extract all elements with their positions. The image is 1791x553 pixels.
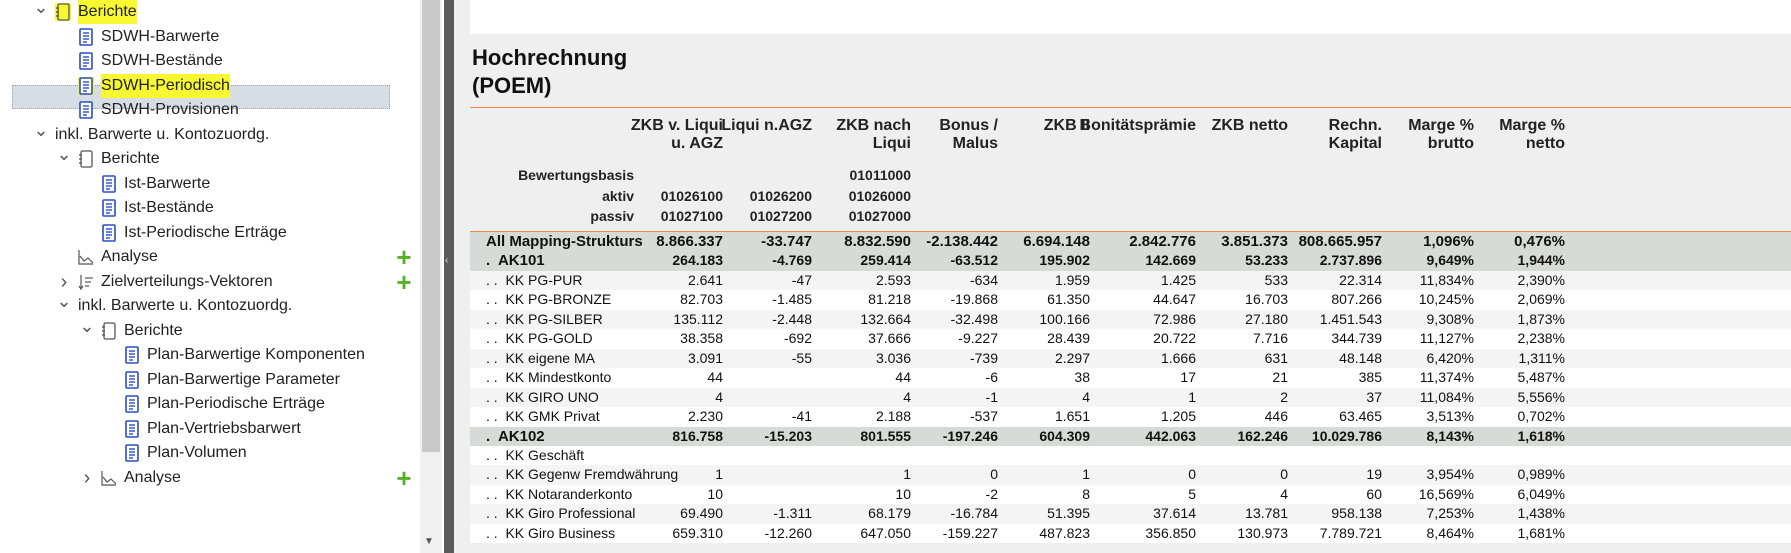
table-row[interactable] bbox=[470, 465, 1791, 485]
table-cell: 0,476% bbox=[1514, 233, 1565, 250]
aktiv-value: 01026200 bbox=[749, 188, 812, 204]
tree-item[interactable] bbox=[0, 270, 390, 294]
table-cell: 16.703 bbox=[1245, 291, 1288, 308]
tree-item-label: Analyse bbox=[101, 248, 158, 265]
table-cell: 4 bbox=[1280, 485, 1288, 502]
chevron-down-icon[interactable]: ⌄ bbox=[33, 119, 49, 140]
tree-item[interactable] bbox=[0, 196, 390, 220]
header-divider bbox=[470, 107, 1791, 108]
table-cell: -12.260 bbox=[764, 524, 812, 541]
table-cell: 958.138 bbox=[1331, 505, 1382, 522]
tree-item[interactable] bbox=[0, 315, 390, 343]
column-header-line: Malus bbox=[952, 135, 998, 152]
tree-item-label: SDWH-Bestände bbox=[101, 52, 223, 69]
table-cell: 0,989% bbox=[1517, 466, 1565, 483]
table-cell: 68.179 bbox=[868, 505, 911, 522]
bewertungsbasis-value: 01011000 bbox=[849, 167, 911, 183]
table-cell: 442.063 bbox=[1145, 427, 1196, 444]
column-header-line: Bonus / bbox=[939, 117, 998, 134]
tree-item-label: Berichte bbox=[78, 0, 137, 24]
tree-item-label: Analyse bbox=[124, 468, 181, 486]
report-icon bbox=[101, 224, 117, 242]
aktiv-value: 01026000 bbox=[848, 188, 911, 204]
report-view bbox=[454, 0, 1791, 553]
table-cell: -55 bbox=[791, 349, 812, 366]
table-cell: 647.050 bbox=[860, 524, 911, 541]
scroll-down-icon[interactable]: ▼ bbox=[424, 536, 434, 547]
table-cell: 659.310 bbox=[672, 524, 723, 541]
chevron-down-icon[interactable]: ⌄ bbox=[79, 315, 95, 336]
passiv-value: 01027000 bbox=[848, 208, 911, 224]
table-cell: 1,438% bbox=[1517, 505, 1565, 522]
table-row[interactable] bbox=[470, 232, 1791, 252]
chevron-down-icon[interactable]: ⌄ bbox=[56, 291, 72, 311]
column-header-line: Marge % bbox=[1499, 117, 1565, 134]
tree-item-label: Ist-Bestände bbox=[124, 199, 214, 216]
table-cell: 5 bbox=[1188, 485, 1196, 502]
table-cell: 4 bbox=[903, 388, 911, 405]
table-cell: 1 bbox=[903, 466, 911, 483]
passiv-value: 01027200 bbox=[749, 208, 812, 224]
table-cell: 100.166 bbox=[1039, 310, 1090, 327]
table-cell: 0 bbox=[990, 466, 998, 483]
report-icon bbox=[101, 199, 117, 217]
tree-item-label: inkl. Barwerte u. Kontozuordg. bbox=[78, 297, 293, 314]
report-icon bbox=[78, 52, 94, 70]
table-cell: 10 bbox=[707, 485, 723, 502]
table-cell: 7.789.721 bbox=[1319, 524, 1382, 541]
chevron-down-icon[interactable]: ⌄ bbox=[56, 144, 72, 164]
table-cell: 8.832.590 bbox=[844, 233, 911, 250]
table-cell: 27.180 bbox=[1245, 310, 1288, 327]
row-label: . . KK Giro Business bbox=[486, 524, 616, 541]
table-cell: 21 bbox=[1272, 369, 1288, 386]
table-cell: 81.218 bbox=[868, 291, 911, 308]
report-icon bbox=[78, 101, 94, 119]
tree-item-label: SDWH-Provisionen bbox=[101, 101, 239, 118]
notebook-icon bbox=[101, 322, 117, 340]
table-cell: 44 bbox=[707, 369, 723, 386]
table-cell: 4 bbox=[1082, 388, 1090, 405]
table-cell: 1.959 bbox=[1054, 271, 1090, 288]
table-cell: 385 bbox=[1358, 369, 1382, 386]
table-row[interactable] bbox=[470, 290, 1791, 310]
table-cell: 20.722 bbox=[1153, 330, 1196, 347]
table-cell: 11,084% bbox=[1419, 388, 1474, 405]
report-title-line1: Hochrechnung bbox=[472, 45, 628, 70]
report-icon bbox=[124, 346, 140, 364]
table-cell: 44.647 bbox=[1153, 291, 1196, 308]
table-cell: 0 bbox=[1280, 466, 1288, 483]
table-row[interactable] bbox=[470, 388, 1791, 408]
sort-icon bbox=[78, 273, 94, 291]
notebook-icon bbox=[55, 3, 71, 21]
tree-item[interactable] bbox=[0, 172, 390, 196]
table-row[interactable] bbox=[470, 485, 1791, 505]
table-cell: 1,944% bbox=[1517, 252, 1565, 269]
table-cell: 195.902 bbox=[1039, 252, 1090, 269]
table-cell: 6.694.148 bbox=[1023, 233, 1090, 250]
table-cell: 37.666 bbox=[868, 330, 911, 347]
table-cell: 8,464% bbox=[1426, 524, 1474, 541]
table-cell: -692 bbox=[783, 330, 812, 347]
table-cell: 2.641 bbox=[687, 271, 723, 288]
tree-item[interactable] bbox=[0, 144, 390, 171]
table-cell: 13.781 bbox=[1245, 505, 1288, 522]
table-cell: 17 bbox=[1180, 369, 1196, 386]
tree-item-label: Plan-Vertriebsbarwert bbox=[147, 419, 301, 437]
row-label: . . KK PG-SILBER bbox=[486, 310, 603, 327]
report-toolbar-area bbox=[470, 0, 1791, 34]
table-cell: 38.358 bbox=[680, 330, 723, 347]
add-icon[interactable]: + bbox=[396, 266, 412, 297]
table-row[interactable] bbox=[470, 407, 1791, 427]
table-row[interactable] bbox=[470, 446, 1791, 466]
tree-item[interactable] bbox=[0, 0, 390, 24]
table-cell: -63.512 bbox=[950, 252, 998, 269]
table-row[interactable] bbox=[470, 504, 1791, 524]
table-cell: 3,954% bbox=[1426, 466, 1474, 483]
tree-item-label: Zielverteilungs-Vektoren bbox=[101, 272, 273, 290]
table-cell: 11,374% bbox=[1419, 369, 1474, 386]
row-label: . . KK PG-GOLD bbox=[486, 330, 593, 347]
table-cell: -19.868 bbox=[950, 291, 998, 308]
table-cell: -32.498 bbox=[950, 310, 998, 327]
table-cell: 162.246 bbox=[1237, 427, 1288, 444]
column-header-line: Marge % bbox=[1408, 117, 1474, 134]
table-row[interactable] bbox=[470, 427, 1791, 447]
table-cell: 264.183 bbox=[672, 252, 723, 269]
table-cell: 533 bbox=[1264, 271, 1288, 288]
row-label: . AK102 bbox=[486, 427, 545, 445]
tree-item-label: Berichte bbox=[101, 150, 160, 167]
table-cell: -33.747 bbox=[761, 233, 812, 250]
tree-item-label: Plan-Volumen bbox=[147, 444, 247, 461]
table-cell: 130.973 bbox=[1237, 524, 1288, 541]
table-cell: 801.555 bbox=[860, 427, 911, 444]
table-cell: 1,681% bbox=[1517, 524, 1565, 541]
passiv-label: passiv bbox=[590, 208, 634, 224]
table-cell: 5,556% bbox=[1517, 388, 1565, 405]
table-cell: 1,873% bbox=[1517, 310, 1565, 327]
row-label: . . KK GMK Privat bbox=[486, 408, 600, 425]
column-header[interactable] bbox=[1435, 117, 1565, 153]
table-cell: 53.233 bbox=[1245, 252, 1288, 269]
table-cell: 82.703 bbox=[680, 291, 723, 308]
table-cell: 0,702% bbox=[1517, 408, 1565, 425]
column-header-line: netto bbox=[1525, 135, 1565, 152]
table-cell: 63.465 bbox=[1339, 408, 1382, 425]
table-cell: 2.842.776 bbox=[1129, 233, 1196, 250]
table-cell: 69.490 bbox=[680, 505, 723, 522]
row-label: All Mapping-Strukturs bbox=[486, 233, 643, 250]
table-cell: 3.851.373 bbox=[1221, 233, 1288, 250]
report-icon bbox=[124, 420, 140, 438]
tree-item-label: SDWH-Periodisch bbox=[101, 74, 230, 98]
table-cell: 808.665.957 bbox=[1298, 233, 1382, 250]
column-header-line: Bonitätsprämie bbox=[1079, 117, 1196, 134]
tree-scrollbar[interactable] bbox=[420, 0, 442, 553]
table-cell: 1.651 bbox=[1054, 408, 1090, 425]
chart-icon bbox=[78, 248, 94, 266]
row-label: . . KK PG-PUR bbox=[486, 271, 583, 288]
tree-item-label: inkl. Barwerte u. Kontozuordg. bbox=[55, 125, 270, 143]
table-cell: -739 bbox=[969, 349, 998, 366]
table-cell: 631 bbox=[1264, 349, 1288, 366]
tree-item-label: Plan-Barwertige Komponenten bbox=[147, 346, 365, 363]
table-cell: -537 bbox=[969, 408, 998, 425]
column-header-line: Liqui bbox=[872, 135, 911, 152]
table-cell: 2.188 bbox=[875, 408, 911, 425]
table-cell: -159.227 bbox=[942, 524, 998, 541]
table-cell: -15.203 bbox=[764, 427, 812, 444]
table-cell: 1.666 bbox=[1160, 349, 1196, 366]
row-label: . . KK Giro Professional bbox=[486, 505, 636, 522]
table-cell: 2.297 bbox=[1054, 349, 1090, 366]
table-cell: 344.739 bbox=[1331, 330, 1382, 347]
row-label: . . KK Mindestkonto bbox=[486, 369, 612, 386]
table-cell: 8 bbox=[1082, 485, 1090, 502]
table-cell: 816.758 bbox=[672, 427, 723, 444]
table-cell: 3,513% bbox=[1426, 408, 1474, 425]
table-row[interactable] bbox=[470, 329, 1791, 349]
table-cell: 28.439 bbox=[1047, 330, 1090, 347]
tree-item[interactable] bbox=[0, 392, 390, 416]
table-cell: 2.737.896 bbox=[1319, 252, 1382, 269]
tree-item-label: Plan-Periodische Erträge bbox=[147, 395, 325, 412]
column-header-line: brutto bbox=[1427, 135, 1474, 152]
navigation-tree bbox=[0, 0, 420, 553]
table-cell: 2,069% bbox=[1517, 291, 1565, 308]
table-cell: 259.414 bbox=[860, 252, 911, 269]
tree-item[interactable] bbox=[0, 119, 390, 147]
tree-item-label: Ist-Barwerte bbox=[124, 174, 211, 192]
table-cell: 487.823 bbox=[1039, 524, 1090, 541]
column-header-line: u. AGZ bbox=[671, 135, 723, 152]
table-row[interactable] bbox=[470, 251, 1791, 271]
row-label: . . KK PG-BRONZE bbox=[486, 291, 612, 308]
report-title bbox=[472, 44, 627, 100]
table-cell: 6,049% bbox=[1517, 485, 1565, 502]
table-cell: 19 bbox=[1366, 466, 1382, 483]
table-row[interactable] bbox=[470, 271, 1791, 291]
tree-item[interactable] bbox=[0, 417, 390, 441]
table-cell: -1.485 bbox=[772, 291, 812, 308]
table-cell: 1,618% bbox=[1517, 427, 1565, 444]
column-header-line: Rechn. bbox=[1328, 117, 1382, 134]
table-cell: 11,127% bbox=[1419, 330, 1474, 347]
table-cell: 8.866.337 bbox=[656, 233, 723, 250]
table-cell: 3.091 bbox=[687, 349, 723, 366]
table-cell: 2.230 bbox=[687, 408, 723, 425]
table-cell: 1,096% bbox=[1423, 233, 1474, 250]
table-cell: 72.986 bbox=[1153, 310, 1196, 327]
table-cell: 356.850 bbox=[1145, 524, 1196, 541]
table-cell: -41 bbox=[791, 408, 812, 425]
report-icon bbox=[124, 371, 140, 389]
row-label: . . KK Geschäft bbox=[486, 446, 585, 463]
table-cell: 2 bbox=[1280, 388, 1288, 405]
table-cell: 44 bbox=[895, 369, 911, 386]
table-cell: 1 bbox=[1082, 466, 1090, 483]
table-cell: -197.246 bbox=[942, 427, 998, 444]
table-cell: 132.664 bbox=[860, 310, 911, 327]
report-icon bbox=[78, 28, 94, 46]
table-cell: 8,143% bbox=[1426, 427, 1474, 444]
table-cell: 7,253% bbox=[1426, 505, 1474, 522]
tree-item-label: Berichte bbox=[124, 321, 183, 339]
bewertungsbasis-label: Bewertungsbasis bbox=[518, 167, 634, 183]
tree-item[interactable] bbox=[0, 221, 390, 245]
table-cell: 37.614 bbox=[1153, 505, 1196, 522]
table-cell: 5,487% bbox=[1517, 369, 1565, 386]
tree-item[interactable] bbox=[0, 343, 390, 367]
row-label: . . KK eigene MA bbox=[486, 349, 595, 366]
report-icon bbox=[101, 175, 117, 193]
table-cell: 38 bbox=[1074, 369, 1090, 386]
table-cell: -1 bbox=[985, 388, 998, 405]
table-cell: -2.138.442 bbox=[926, 233, 998, 250]
table-cell: 48.148 bbox=[1339, 349, 1382, 366]
table-cell: 9,649% bbox=[1426, 252, 1474, 269]
column-header-line: ZKB nach bbox=[836, 117, 911, 134]
table-cell: -1.311 bbox=[773, 505, 812, 522]
tree-item-label: Ist-Periodische Erträge bbox=[124, 223, 287, 241]
table-cell: 37 bbox=[1366, 388, 1382, 405]
tree-item[interactable] bbox=[0, 466, 390, 490]
table-row[interactable] bbox=[470, 349, 1791, 369]
add-icon[interactable]: + bbox=[396, 242, 412, 272]
notebook-icon bbox=[78, 150, 94, 168]
table-cell: 142.669 bbox=[1145, 252, 1196, 269]
tree-item[interactable] bbox=[0, 25, 390, 49]
chart-icon bbox=[101, 469, 117, 487]
table-cell: 10 bbox=[895, 485, 911, 502]
table-row[interactable] bbox=[470, 524, 1791, 544]
report-icon bbox=[124, 444, 140, 462]
table-cell: -47 bbox=[791, 271, 812, 288]
table-cell: 2,390% bbox=[1517, 271, 1565, 288]
table-cell: -6 bbox=[985, 369, 998, 386]
table-cell: 4 bbox=[715, 388, 723, 405]
table-cell: 2.593 bbox=[875, 271, 911, 288]
column-header-line: ZKB netto bbox=[1211, 117, 1288, 134]
tree-item[interactable] bbox=[0, 368, 390, 392]
table-cell: 3.036 bbox=[875, 349, 911, 366]
table-row[interactable] bbox=[470, 368, 1791, 388]
table-cell: 1 bbox=[1188, 388, 1196, 405]
column-header-line: Kapital bbox=[1328, 135, 1382, 152]
table-cell: 22.314 bbox=[1339, 271, 1382, 288]
table-cell: 1 bbox=[715, 466, 723, 483]
table-cell: -2 bbox=[985, 485, 998, 502]
table-cell: 51.395 bbox=[1047, 505, 1090, 522]
table-cell: 446 bbox=[1264, 408, 1288, 425]
table-cell: 9,308% bbox=[1426, 310, 1474, 327]
tree-item[interactable] bbox=[0, 74, 390, 98]
aktiv-label: aktiv bbox=[602, 188, 634, 204]
table-cell: 1.425 bbox=[1160, 271, 1196, 288]
tree-item[interactable] bbox=[0, 245, 390, 269]
table-cell: 6,420% bbox=[1426, 349, 1474, 366]
table-cell: 1,311% bbox=[1518, 349, 1565, 366]
table-cell: 11,834% bbox=[1419, 271, 1474, 288]
table-cell: -9.227 bbox=[958, 330, 998, 347]
row-label: . . KK Gegenw Fremdwährung bbox=[486, 466, 679, 483]
tree-item[interactable] bbox=[0, 98, 390, 122]
report-icon bbox=[124, 395, 140, 413]
chevron-down-icon[interactable]: ⌄ bbox=[33, 0, 49, 17]
tree-item-label: Plan-Barwertige Parameter bbox=[147, 370, 340, 388]
table-cell: 7.716 bbox=[1252, 330, 1288, 347]
tree-item[interactable] bbox=[0, 291, 390, 318]
table-cell: 0 bbox=[1188, 466, 1196, 483]
table-cell: 1.205 bbox=[1160, 408, 1196, 425]
passiv-value: 01027100 bbox=[660, 208, 723, 224]
add-icon[interactable]: + bbox=[396, 462, 412, 493]
row-label: . . KK Notaranderkonto bbox=[486, 485, 633, 502]
table-cell: 604.309 bbox=[1039, 427, 1090, 444]
table-cell: 135.112 bbox=[673, 310, 723, 327]
table-cell: 1.451.543 bbox=[1319, 310, 1382, 327]
tree-scrollbar-thumb[interactable] bbox=[422, 0, 440, 452]
column-header-line: Liqui n.AGZ bbox=[721, 117, 812, 134]
row-label: . AK101 bbox=[486, 252, 545, 270]
table-cell: 16,569% bbox=[1418, 485, 1474, 502]
table-cell: 2,238% bbox=[1517, 330, 1565, 347]
table-cell: 61.350 bbox=[1047, 291, 1090, 308]
splitter-grip-icon[interactable]: ‹ bbox=[445, 255, 449, 266]
table-cell: -16.784 bbox=[950, 505, 998, 522]
report-icon bbox=[78, 77, 94, 95]
column-header-line: ZKB II bbox=[1043, 117, 1090, 134]
table-row[interactable] bbox=[470, 310, 1791, 330]
table-cell: 807.266 bbox=[1331, 291, 1382, 308]
tree-item[interactable] bbox=[0, 49, 390, 73]
report-title-line2: (POEM) bbox=[472, 73, 552, 98]
column-header-line: ZKB v. Liqui bbox=[630, 117, 723, 134]
row-label: . . KK GIRO UNO bbox=[486, 388, 599, 405]
chevron-right-icon[interactable]: › bbox=[60, 270, 68, 293]
panel-splitter[interactable] bbox=[444, 0, 454, 553]
table-cell: -634 bbox=[969, 271, 998, 288]
table-cell: 10.029.786 bbox=[1311, 427, 1382, 444]
table-cell: -2.448 bbox=[772, 310, 812, 327]
aktiv-value: 01026100 bbox=[660, 188, 723, 204]
chevron-right-icon[interactable]: › bbox=[83, 466, 91, 489]
table-cell: 60 bbox=[1366, 485, 1382, 502]
table-cell: -4.769 bbox=[772, 252, 812, 269]
table-cell: 10,245% bbox=[1418, 291, 1474, 308]
tree-item-label: SDWH-Barwerte bbox=[101, 27, 220, 45]
tree-item[interactable] bbox=[0, 441, 390, 465]
